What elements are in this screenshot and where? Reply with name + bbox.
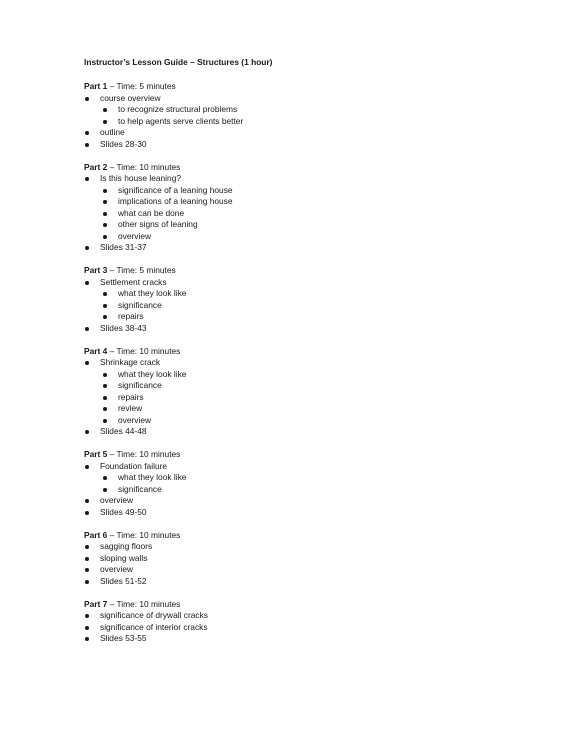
sub-list-item xyxy=(84,231,544,243)
list-item xyxy=(84,633,544,645)
bullet-icon xyxy=(103,315,107,319)
list-item xyxy=(84,564,544,576)
list-item-text: significance of interior cracks xyxy=(100,621,208,632)
part-time: – Time: 10 minutes xyxy=(107,345,181,356)
list-item-text: sloping walls xyxy=(100,552,148,563)
sub-list-item xyxy=(84,300,544,312)
list-item-text: significance of drywall cracks xyxy=(100,610,208,620)
list-item xyxy=(84,426,544,438)
bullet-icon xyxy=(103,476,107,480)
list-item xyxy=(84,323,544,335)
bullet-icon xyxy=(103,200,107,204)
list-item-text: to help agents serve clients better xyxy=(118,115,244,126)
list-item-text: Settlement cracks xyxy=(100,276,167,287)
bullet-icon xyxy=(85,557,89,561)
part-heading xyxy=(84,599,544,611)
part-time: – Time: 10 minutes xyxy=(107,449,181,459)
bullet-icon xyxy=(85,281,89,285)
sub-list-item xyxy=(84,472,544,484)
list-item xyxy=(84,357,544,369)
part-section xyxy=(84,265,544,334)
list-item xyxy=(84,610,544,622)
list-item-text: repairs xyxy=(118,391,144,402)
sub-list-item xyxy=(84,392,544,404)
part-heading xyxy=(84,346,544,358)
bullet-icon xyxy=(103,304,107,308)
bullet-icon xyxy=(85,568,89,572)
bullet-icon xyxy=(85,97,89,101)
list-item-text: Slides 49-50 xyxy=(100,506,147,517)
bullet-icon xyxy=(103,488,107,492)
bullet-icon xyxy=(103,373,107,377)
list-item-text: Slides 51-52 xyxy=(100,575,147,586)
document-page xyxy=(84,57,544,656)
list-item xyxy=(84,495,544,507)
bullet-icon xyxy=(85,511,89,515)
sub-list-item xyxy=(84,196,544,208)
sub-list-item xyxy=(84,208,544,220)
list-item-text: overview xyxy=(118,414,152,425)
list-item-text: review xyxy=(118,403,143,413)
sub-list-item xyxy=(84,116,544,128)
list-item-text: significance xyxy=(118,483,162,494)
part-time: – Time: 5 minutes xyxy=(107,81,176,91)
part-label: Part 4 xyxy=(84,345,108,356)
bullet-icon xyxy=(103,235,107,239)
list-item-text: other signs of leaning xyxy=(118,219,198,229)
part-time: – Time: 10 minutes xyxy=(107,161,181,172)
list-item-text: Slides 38-43 xyxy=(100,322,147,333)
sub-list-item xyxy=(84,185,544,197)
list-item-text: overview xyxy=(118,230,152,241)
list-item xyxy=(84,277,544,289)
part-label: Part 5 xyxy=(84,449,108,459)
bullet-icon xyxy=(85,465,89,469)
list-item xyxy=(84,173,544,185)
part-label: Part 6 xyxy=(84,529,108,540)
list-item-text: Shrinkage crack xyxy=(100,357,161,367)
list-item-text: Slides 44-48 xyxy=(100,426,147,436)
list-item xyxy=(84,576,544,588)
list-item xyxy=(84,507,544,519)
bullet-icon xyxy=(103,120,107,124)
bullet-icon xyxy=(103,396,107,400)
list-item-text: course overview xyxy=(100,92,161,103)
part-heading xyxy=(84,449,544,461)
sub-list-item xyxy=(84,104,544,116)
list-item xyxy=(84,461,544,473)
sub-list-item xyxy=(84,415,544,427)
list-item xyxy=(84,127,544,139)
list-item-text: Is this house leaning? xyxy=(100,173,182,183)
list-item-text: repairs xyxy=(118,311,144,321)
part-time: – Time: 5 minutes xyxy=(107,265,176,275)
list-item-text: overview xyxy=(100,495,134,505)
bullet-icon xyxy=(103,419,107,423)
part-heading xyxy=(84,81,544,93)
bullet-icon xyxy=(85,637,89,641)
bullet-icon xyxy=(85,131,89,135)
bullet-icon xyxy=(85,545,89,549)
list-item-text: implications of a leaning house xyxy=(118,196,233,206)
part-time: – Time: 10 minutes xyxy=(107,598,181,609)
bullet-icon xyxy=(103,384,107,388)
bullet-icon xyxy=(85,614,89,618)
bullet-icon xyxy=(103,189,107,193)
list-item-text: Foundation failure xyxy=(100,460,168,471)
sub-list-item xyxy=(84,288,544,300)
bullet-icon xyxy=(103,407,107,411)
sub-list-item xyxy=(84,219,544,231)
list-item-text: Slides 28-30 xyxy=(100,138,147,149)
sub-list-item xyxy=(84,484,544,496)
list-item-text: sagging floors xyxy=(100,541,153,551)
bullet-icon xyxy=(85,499,89,503)
sub-list-item xyxy=(84,403,544,415)
sub-list-item xyxy=(84,380,544,392)
bullet-icon xyxy=(85,361,89,365)
list-item-text: significance xyxy=(118,380,162,390)
document-title: Instructor’s Lesson Guide – Structures (1 hour) xyxy=(84,57,273,67)
bullet-icon xyxy=(103,108,107,112)
part-heading xyxy=(84,265,544,277)
list-item-text: what can be done xyxy=(118,207,185,218)
part-label: Part 7 xyxy=(84,598,108,609)
list-item xyxy=(84,622,544,634)
part-section xyxy=(84,81,544,150)
part-time: – Time: 10 minutes xyxy=(107,529,181,540)
list-item-text: significance xyxy=(118,299,162,310)
list-item xyxy=(84,93,544,105)
sub-list-item xyxy=(84,311,544,323)
bullet-icon xyxy=(85,430,89,434)
part-section xyxy=(84,449,544,518)
list-item xyxy=(84,242,544,254)
bullet-icon xyxy=(85,327,89,331)
bullet-icon xyxy=(85,626,89,630)
part-section xyxy=(84,346,544,438)
part-heading xyxy=(84,530,544,542)
bullet-icon xyxy=(85,580,89,584)
list-item-text: Slides 31-37 xyxy=(100,242,147,252)
bullet-icon xyxy=(85,246,89,250)
part-section xyxy=(84,599,544,645)
list-item xyxy=(84,541,544,553)
bullet-icon xyxy=(103,223,107,227)
list-item-text: overview xyxy=(100,564,134,574)
list-item xyxy=(84,553,544,565)
list-item-text: significance of a leaning house xyxy=(118,184,233,195)
parts-list xyxy=(84,81,544,645)
part-section xyxy=(84,530,544,588)
list-item-text: what they look like xyxy=(118,472,187,482)
part-section xyxy=(84,162,544,254)
part-label: Part 1 xyxy=(84,81,108,91)
list-item-text: what they look like xyxy=(118,368,187,379)
list-item-text: to recognize structural problems xyxy=(118,104,238,114)
part-label: Part 3 xyxy=(84,265,108,275)
bullet-icon xyxy=(103,292,107,296)
bullet-icon xyxy=(85,177,89,181)
bullet-icon xyxy=(85,143,89,147)
bullet-icon xyxy=(103,212,107,216)
list-item-text: Slides 53-55 xyxy=(100,633,147,643)
part-label: Part 2 xyxy=(84,161,108,172)
sub-list-item xyxy=(84,369,544,381)
list-item xyxy=(84,139,544,151)
part-heading xyxy=(84,162,544,174)
list-item-text: outline xyxy=(100,127,125,137)
list-item-text: what they look like xyxy=(118,288,187,298)
